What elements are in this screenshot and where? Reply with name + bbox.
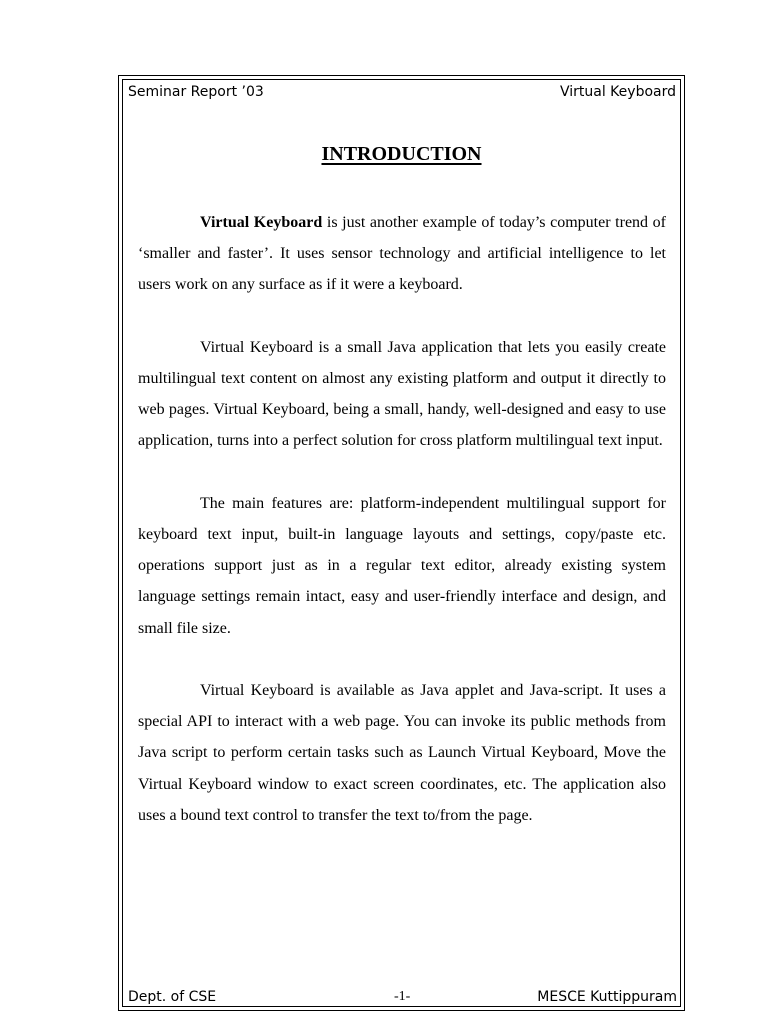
footer-department: Dept. of CSE [128, 989, 217, 1005]
page-title: INTRODUCTION [321, 143, 482, 165]
paragraph-4: Virtual Keyboard is available as Java applet and Java-script. It uses a special API to interact with a web page. You can invoke its public methods from Java script to perform certain tasks such as Launch Virtual Keyboard, Move the Virtual Keyboard window to exact screen coordinates, etc. The application also uses a bound text control to transfer the text to/from the page. [138, 682, 666, 824]
header-topic: Virtual Keyboard [559, 84, 676, 100]
paragraph-1 [138, 207, 666, 301]
paragraph-1-lead: Virtual Keyboard [200, 214, 323, 231]
document-body [138, 207, 666, 862]
paragraph-1-text: is just another example of today’s computer trend of ‘smaller and faster’. It uses sensor technology and artificial intelligence to let users work on any surface as if it were a keyboard. [138, 214, 666, 294]
header-report-title: Seminar Report ’03 [128, 84, 264, 100]
page-number: -1- [394, 989, 411, 1004]
paragraph-3: The main features are: platform-independent multilingual support for keyboard text input, built-in language layouts and settings, copy/paste etc. operations support just as in a regular text editor, already existing system language settings remain intact, easy and user-friendly interface and design, and small file size. [138, 494, 666, 637]
paragraph-2: Virtual Keyboard is a small Java application that lets you easily create multilingual text content on almost any existing platform and output it directly to web pages. Virtual Keyboard, being a small, handy, well-designed and easy to use application, turns into a perfect solution for cross platform multilingual text input. [138, 338, 666, 450]
footer-institution: MESCE Kuttippuram [537, 989, 677, 1005]
